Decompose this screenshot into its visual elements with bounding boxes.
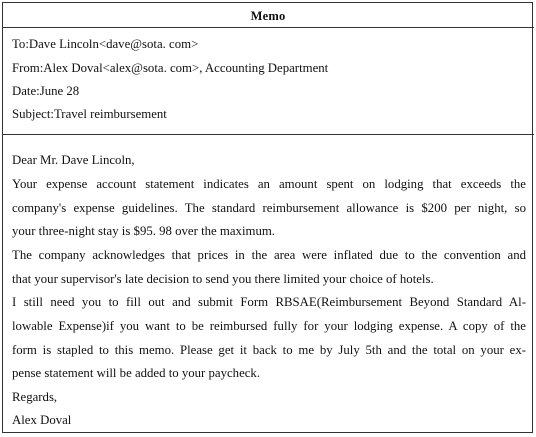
signature: Alex Doval <box>12 413 72 427</box>
salutation: Dear Mr. Dave Lincoln, <box>12 153 135 167</box>
body-line: The company acknowledges that prices in the area were inflated due to the convention and <box>12 248 526 262</box>
body-line: your three-night stay is $95. 98 over the maximum. <box>12 224 275 238</box>
body-line: form is stapled to this memo. Please get it back to me by July 5th and the total on your ex- <box>12 343 526 357</box>
body-line: company's expense guidelines. The standard reimbursement allowance is $200 per night, so <box>12 201 526 215</box>
from-line: From:Alex Doval<alex@sota. com>, Accounting Department <box>12 61 329 75</box>
body-line: pense statement will be added to your paycheck. <box>12 366 261 380</box>
subject-line: Subject:Travel reimbursement <box>12 107 167 121</box>
memo-title: Memo <box>250 9 286 23</box>
body-line: I still need you to fill out and submit Form RBSAE(Reimbursement Beyond Standard Al- <box>12 295 526 309</box>
closing: Regards, <box>12 390 58 404</box>
body-line: that your supervisor's late decision to send you there limited your choice of hotels. <box>12 272 434 286</box>
body-line: lowable Expense)if you want to be reimbursed fully for your lodging expense. A copy of the <box>12 319 526 333</box>
title-divider <box>2 27 534 28</box>
date-line: Date:June 28 <box>12 84 80 98</box>
body-line: Your expense account statement indicates an amount spent on lodging that exceeds the <box>12 177 526 191</box>
to-line: To:Dave Lincoln<dave@sota. com> <box>12 37 199 51</box>
header-divider <box>2 134 534 135</box>
